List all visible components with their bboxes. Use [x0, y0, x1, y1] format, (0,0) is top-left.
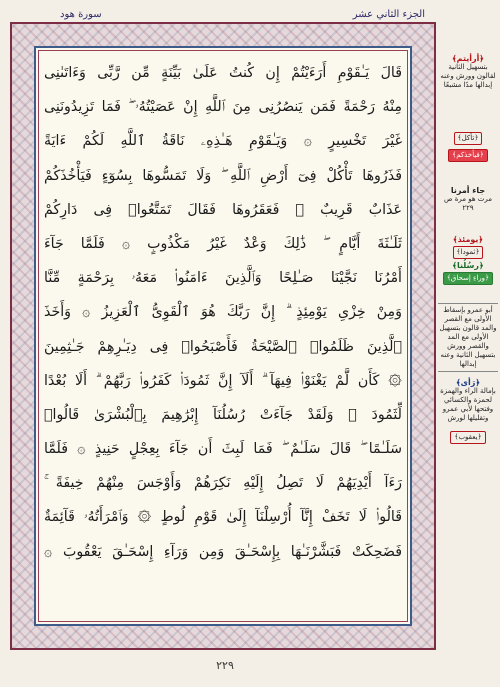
- sidebar-note: [438, 235, 498, 287]
- verse-line: لِّثَمُودَ ۞ وَلَقَدْ جَآءَتْ رُسُلُنَآ إِبْرَٰهِيمَ بِٱلْبُشْرَىٰ قَالُوا۟: [44, 406, 402, 423]
- note-key: ﴿رسُلُنا﴾: [452, 261, 484, 270]
- sidebar-note: [438, 130, 498, 164]
- verse-line: سَلَـٰمًا ۖ قَالَ سَلَـٰمٌ ۖ فَمَا لَبِثَ أَن جَآءَ بِعِجْلٍ حَنِيذٍ ۞ فَلَمَّا: [44, 441, 402, 458]
- sidebar-note: [438, 186, 498, 213]
- verse-line: قَالَ يَـٰقَوْمِ أَرَءَيْتُمْ إِن كُنتُ عَلَىٰ بَيِّنَةٍ مِّن رَّبِّى وَءَاتَىٰنِى: [44, 65, 402, 81]
- note-key: ﴿أرأيتم﴾: [451, 54, 484, 63]
- page-header: [60, 4, 425, 24]
- sidebar-note: [438, 303, 498, 372]
- note-text: بتسهيل الثانية لقالون وورش وعنه إبدالها مدًا مشبعًا: [440, 63, 496, 89]
- note-key: ﴿يومئذ﴾: [452, 235, 484, 244]
- verse-line: ۞ كَأَن لَّمْ يَغْنَوْا۟ فِيهَآ ۗ أَلَآ إِنَّ ثَمُودَا۟ كَفَرُوا۟ رَبَّهُمْ ۗ أَلَا بُعْدًا: [44, 372, 402, 389]
- verse-line: عَذَابٌ قَرِيبٌ ۞ فَعَقَرُوهَا فَقَالَ تَمَتَّعُوا۟ فِى دَارِكُمْ: [44, 201, 402, 218]
- note-tag: ﴿ثمودا﴾: [453, 246, 484, 259]
- sidebar-note: [438, 429, 498, 446]
- note-tag: ﴿تأكل﴾: [454, 132, 483, 145]
- verse-line: ٱلَّذِينَ ظَلَمُوا۟ ٱلصَّيْحَةُ فَأَصْبَحُوا۟ فِى دِيَـٰرِهِمْ جَـٰثِمِينَ: [44, 338, 402, 355]
- note-key: جاء أمرنا: [450, 186, 486, 195]
- verse-line: وَمِنْ خِزْىِ يَوْمِئِذٍ ۗ إِنَّ رَبَّكَ هُوَ ٱلْقَوِىُّ ٱلْعَزِيزُ ۞ وَأَخَذَ: [44, 304, 402, 321]
- note-key: ﴿رَأى﴾: [455, 378, 481, 387]
- verse-line: رَءَآ أَيْدِيَهُمْ لَا تَصِلُ إِلَيْهِ نَكِرَهُمْ وَأَوْجَسَ مِنْهُمْ خِيفَةً ۚ: [44, 475, 402, 492]
- note-tag: ﴿فيأخذكم﴾: [448, 149, 488, 162]
- note-text: مرت هو مرة ص ٢٢٩: [444, 195, 492, 212]
- verse-line: فَضَحِكَتْ فَبَشَّرْنَـٰهَا بِإِسْحَـٰقَ وَمِن وَرَآءِ إِسْحَـٰقَ يَعْقُوبَ ۞: [44, 543, 402, 560]
- juz-label: الجزء الثاني عشر: [352, 8, 425, 20]
- note-text: بإمالة الراء والهمزة لحمزة والكسائي وفتحها لأبي عمرو وتقليلها لورش: [440, 387, 496, 422]
- verse-line: أَمْرُنَا نَجَّيْنَا صَـٰلِحًا وَٱلَّذِينَ ءَامَنُوا۟ مَعَهُۥ بِرَحْمَةٍ مِّنَّا: [44, 270, 402, 287]
- note-text: أبو عمرو بإسقاط الأولى مع القصر والمد قالون بتسهيل الأولى مع المد والقصر وورش بتسهيل الثانية وعنه إبدالها: [439, 306, 497, 368]
- qiraat-sidebar: [438, 54, 498, 654]
- page-number: ٢٢٩: [216, 659, 234, 672]
- sidebar-note: [438, 54, 498, 90]
- verse-line: غَيْرَ تَخْسِيرٍ ۞ وَيَـٰقَوْمِ هَـٰذِهِۦ نَاقَةُ ٱللَّهِ لَكُمْ ءَايَةً: [44, 133, 402, 150]
- verse-line: فَذَرُوهَا تَأْكُلْ فِىٓ أَرْضِ ٱللَّهِ ۖ وَلَا تَمَسُّوهَا بِسُوٓءٍ فَيَأْخُذَكُمْ: [44, 167, 402, 184]
- verse-line: ثَلَـٰثَةَ أَيَّامٍ ۖ ذَٰلِكَ وَعْدٌ غَيْرُ مَكْذُوبٍ ۞ فَلَمَّا جَآءَ: [44, 235, 402, 252]
- sidebar-note: [438, 378, 498, 423]
- note-tag: ﴿يعقوب﴾: [450, 431, 485, 444]
- note-tag: ﴿وراءِ إسحاق﴾: [443, 272, 493, 285]
- text-panel: [34, 46, 412, 626]
- surah-label: سورة هود: [60, 8, 102, 20]
- verse-text: [44, 56, 402, 616]
- verse-line: قَالُوا۟ لَا تَخَفْ إِنَّآ أُرْسِلْنَآ إِلَىٰ قَوْمِ لُوطٍ ۞ وَٱمْرَأَتُهُۥ قَآئِمَةٌ: [44, 509, 402, 526]
- ornamental-frame: [10, 22, 436, 650]
- verse-line: مِنْهُ رَحْمَةً فَمَن يَنصُرُنِى مِنَ ٱللَّهِ إِنْ عَصَيْتُهُۥ ۖ فَمَا تَزِيدُونَنِى: [44, 99, 402, 116]
